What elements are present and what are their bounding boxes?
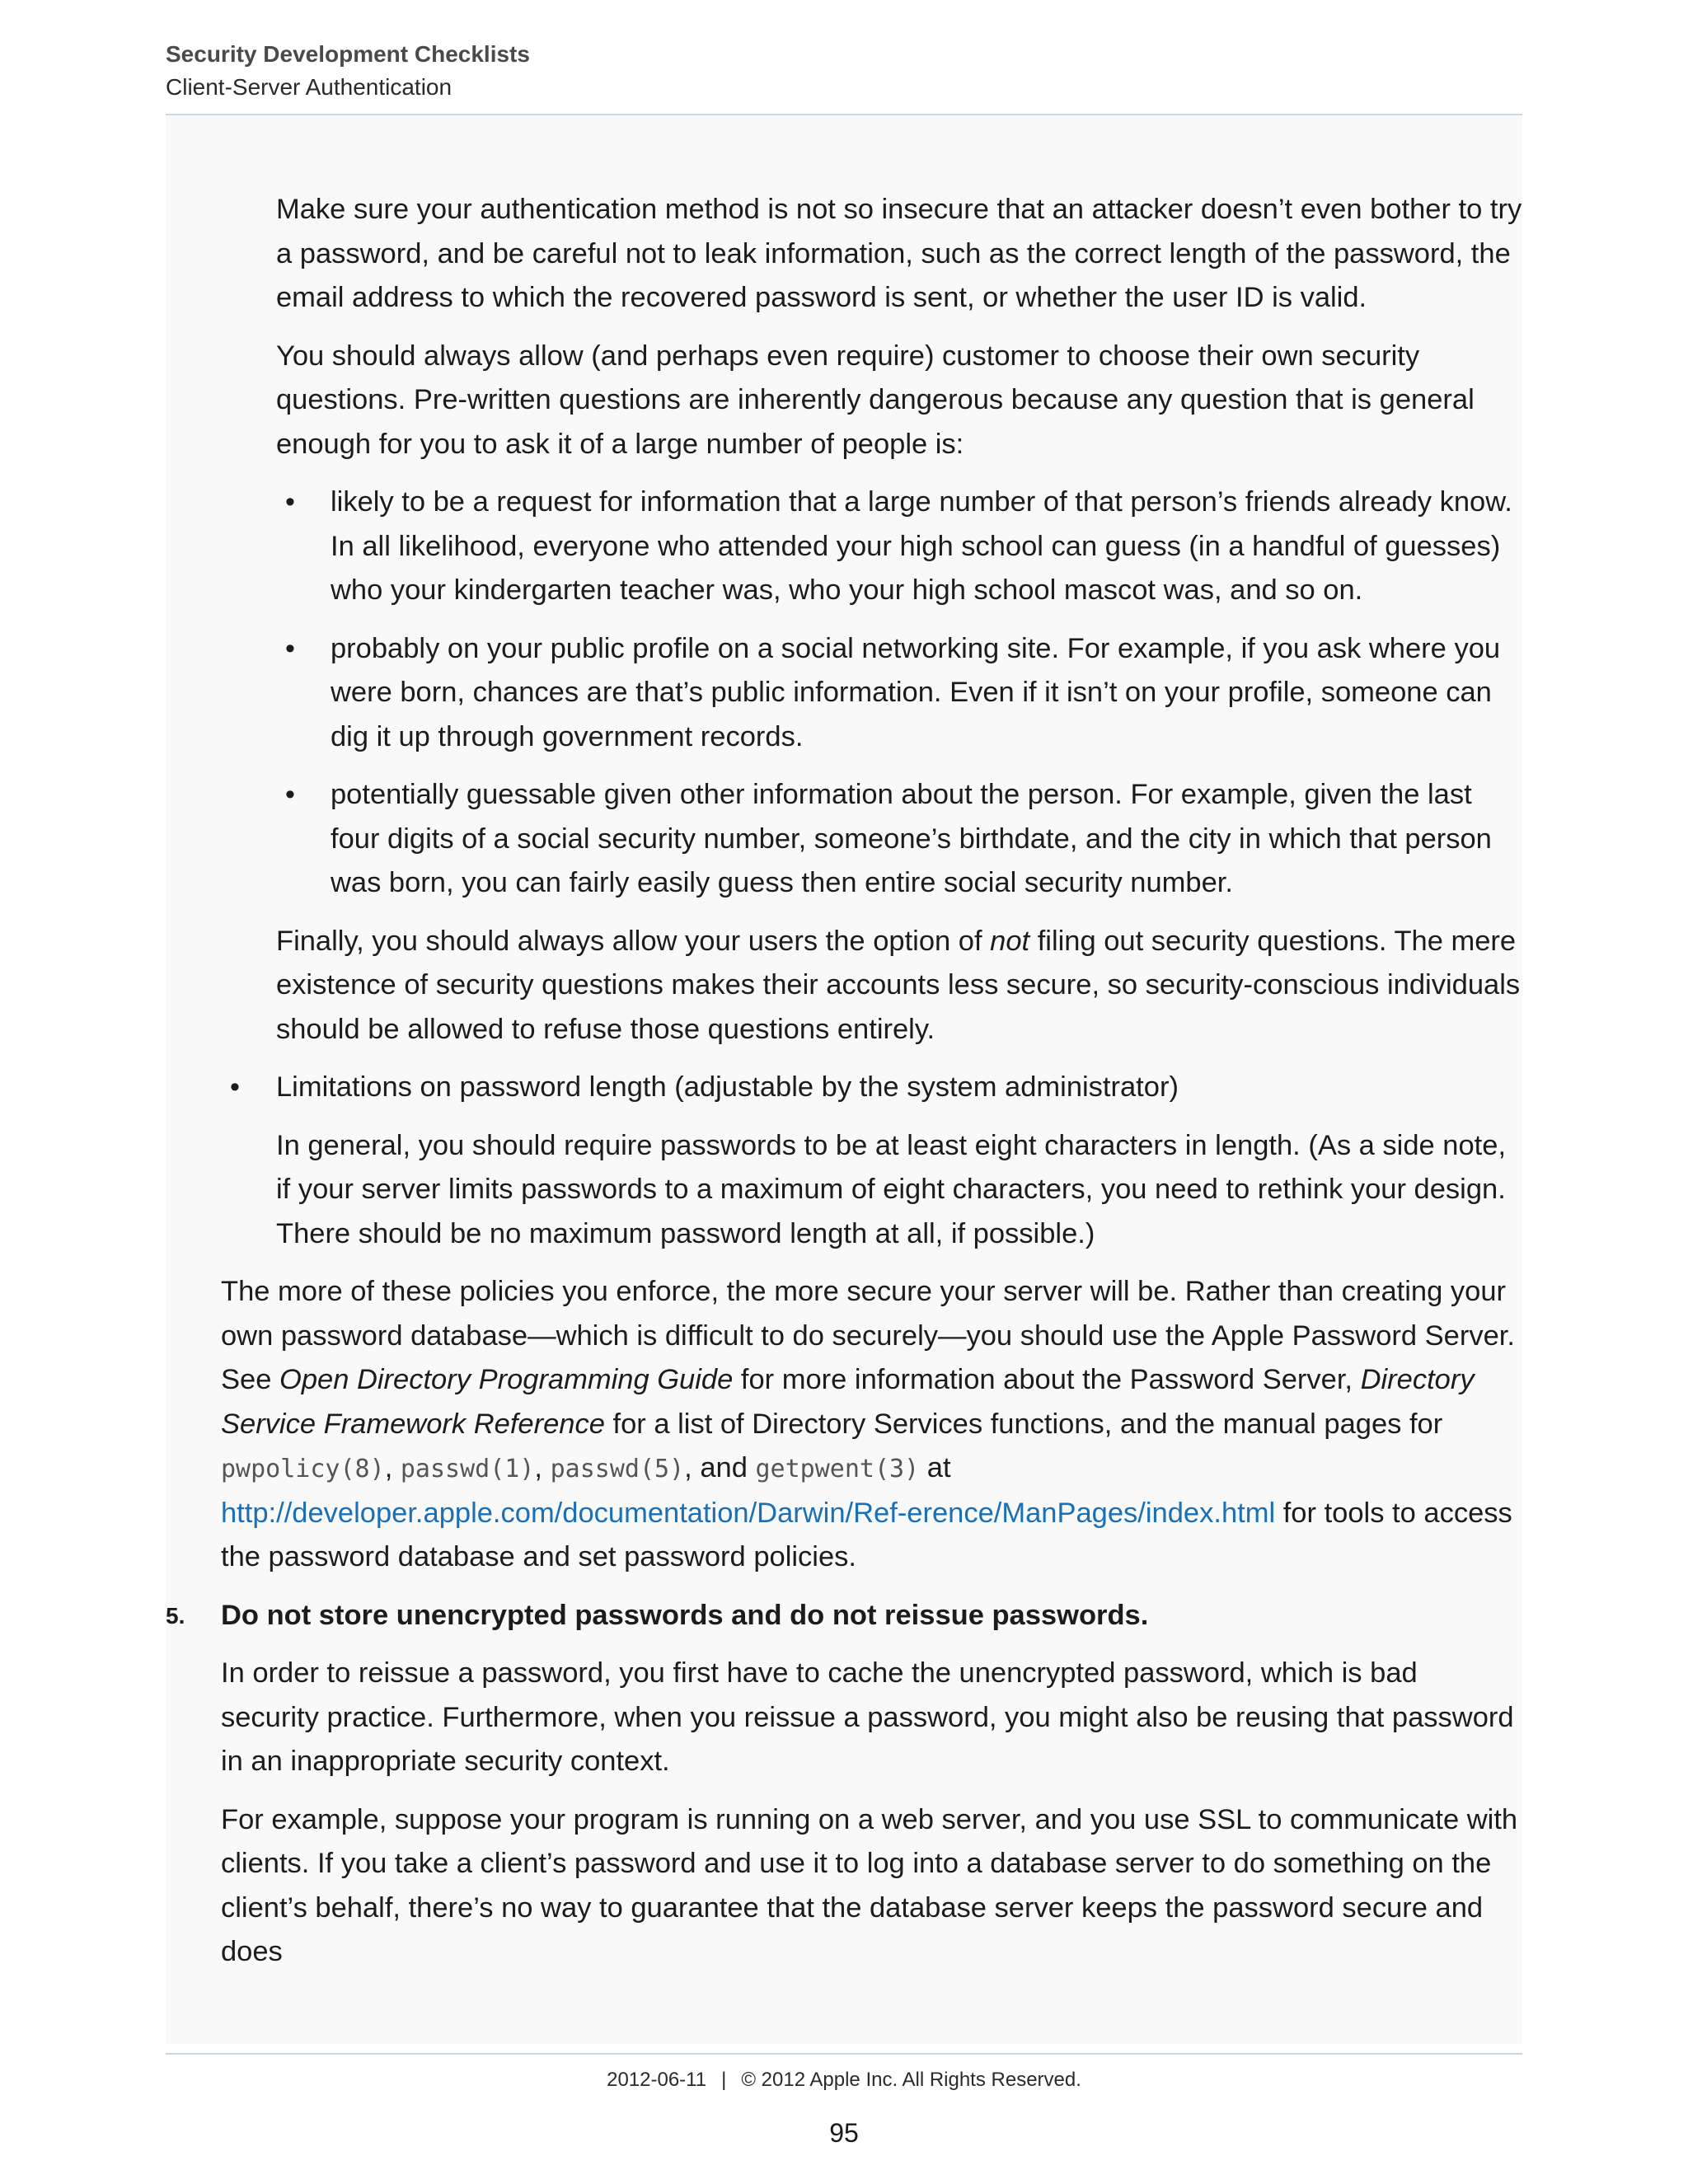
paragraph-auth-method: Make sure your authentication method is not so insecure that an attacker doesn’t even bother to try a password, and be careful not to leak information, such as the correct length of the password, the email address to which the recovered password is sent, or whether the user ID is valid. — [276, 194, 1522, 313]
footer-separator: | — [721, 2069, 727, 2091]
text-run: The more of these policies you enforce, the more secure your server will be. Rather than creating your own password database—which is difficult to do securely—you should use the Apple Password Server. See — [221, 1276, 1515, 1395]
item-number: 5. — [166, 1602, 185, 1629]
text-run: for a list of Directory Services functions, and the manual pages for — [604, 1408, 1443, 1440]
paragraph-ssl-example: For example, suppose your program is running on a web server, and you use SSL to communicate with clients. If you take a client’s password and use it to log into a database server to do something on the client’s behalf, there’s no way to guarantee that the database server keeps the password secure and does — [221, 1803, 1518, 1967]
bullet-icon: • — [285, 486, 295, 518]
list-item — [166, 627, 1522, 760]
list-item-text: Limitations on password length (adjustable by the system administrator) — [276, 1071, 1179, 1103]
paragraph-reissue: In order to reissue a password, you first have to cache the unencrypted password, which is bad security practice. Furthermore, when you reissue a password, you might also be reusing that password in an inappropriate security context. — [221, 1657, 1514, 1777]
numbered-item-5 — [166, 1594, 1522, 1638]
running-header — [166, 38, 1522, 104]
footer-divider — [166, 2053, 1522, 2055]
chapter-title: Client-Server Authentication — [166, 74, 452, 100]
footer-copyright: © 2012 Apple Inc. All Rights Reserved. — [741, 2069, 1081, 2091]
footer-date: 2012-06-11 — [607, 2069, 707, 2091]
doc-title-open-directory[interactable]: Open Directory Programming Guide — [279, 1364, 734, 1395]
header-divider — [166, 114, 1522, 115]
page-body — [166, 188, 1522, 1975]
emphasis-not: not — [990, 925, 1030, 957]
text-run: at — [919, 1452, 951, 1483]
paragraph-opt-out — [166, 920, 1522, 1052]
text-run: , — [534, 1452, 551, 1483]
text-run: for more information about the Password Server, — [733, 1364, 1361, 1395]
text-run: filing out security questions. The mere existence of security questions makes their accounts less secure, so security-conscious individuals should be allowed to refuse those questions entirely. — [276, 925, 1521, 1045]
item-heading: Do not store unencrypted passwords and do not reissue passwords. — [221, 1599, 1149, 1631]
paragraph-password-server — [166, 1270, 1522, 1580]
list-item-text: potentially guessable given other information about the person. For example, given the last four digits of a social security number, someone’s birthdate, and the city in which that person was born, you can fairly easily guess then entire social security number. — [331, 779, 1492, 898]
code-passwd-5: passwd(5) — [550, 1455, 685, 1483]
doc-title-directory-service[interactable]: Directory Service Framework Reference — [221, 1364, 1475, 1440]
text-run: Finally, you should always allow your users the option of — [276, 925, 991, 957]
list-item-text: probably on your public profile on a social networking site. For example, if you ask where you were born, chances are that’s public information. Even if it isn’t on your profile, someone can dig it up through government records. — [331, 632, 1501, 752]
text-run: for tools to access the password database and set password policies. — [221, 1497, 1512, 1572]
bullet-icon: • — [285, 632, 295, 664]
text-run: , and — [684, 1452, 756, 1483]
code-passwd-1: passwd(1) — [400, 1455, 535, 1483]
list-item-password-length — [166, 1066, 1522, 1110]
code-getpwent: getpwent(3) — [755, 1455, 920, 1483]
footer — [166, 2065, 1522, 2095]
list-item — [166, 773, 1522, 906]
manpages-link[interactable]: http://developer.apple.com/documentation/Darwin/Ref-erence/ManPages/index.html — [221, 1497, 1276, 1529]
text-run: , — [384, 1452, 401, 1483]
code-pwpolicy: pwpolicy(8) — [221, 1455, 385, 1483]
list-item — [166, 480, 1522, 613]
list-item-text: likely to be a request for information that a large number of that person’s friends already know. In all likelihood, everyone who attended your high school can guess (in a handful of guesses) who your kindergarten teacher was, who your high school mascot was, and so on. — [331, 486, 1512, 606]
paragraph-security-questions: You should always allow (and perhaps even require) customer to choose their own security questions. Pre-written questions are inherently dangerous because any question that is general enough for you to ask it of a large number of people is: — [276, 340, 1475, 460]
bullet-icon: • — [230, 1071, 240, 1103]
paragraph-password-length: In general, you should require passwords to be at least eight characters in length. (As a side note, if your server limits passwords to a maximum of eight characters, you need to rethink your design. There should be no maximum password length at all, if possible.) — [276, 1129, 1507, 1249]
bullet-icon: • — [285, 779, 295, 810]
page-number: 95 — [829, 2118, 859, 2148]
book-title: Security Development Checklists — [166, 41, 530, 67]
